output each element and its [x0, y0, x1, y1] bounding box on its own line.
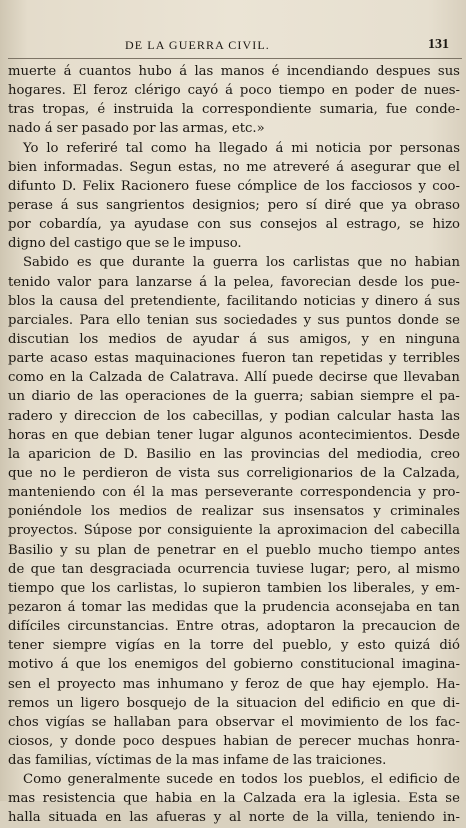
text-line: muerte á cuantos hubo á las manos é incendiando despues sus — [8, 64, 460, 79]
text-line: radero y direccion de los cabecillas, y podian calcular hasta las — [8, 408, 460, 424]
text-line: discutian los medios de ayudar á sus amigos, y en ninguna — [8, 331, 460, 347]
text-line: proyectos. Súpose por consiguiente la aproximacion del cabecilla — [8, 523, 460, 539]
text-line: pezaron á tomar las medidas que la prudencia aconsejaba en tan — [8, 599, 460, 615]
text-line: parte acaso estas maquinaciones fueron tan repetidas y terribles — [8, 351, 460, 367]
text-line: tiempo que los carlistas, lo supieron tambien los liberales, y em- — [8, 580, 460, 596]
text-line: por cobardía, ya ayudase con sus consejos al estrago, se hizo — [8, 217, 460, 233]
page-header — [0, 38, 466, 60]
text-line: de que tan desgraciada ocurrencia tuviese lugar; pero, al mismo — [8, 561, 460, 577]
text-line: halla situada en las afueras y al norte de la villa, teniendo in- — [8, 810, 460, 826]
text-line: perase á sus sangrientos designios; pero sí diré que ya obraso — [8, 197, 460, 213]
text-line: das familias, víctimas de la mas infame de las traiciones. — [8, 753, 387, 769]
text-line: mas resistencia que habia en la Calzada era la iglesia. Esta se — [8, 791, 460, 807]
text-line: nado á ser pasado por las armas, etc.» — [8, 121, 265, 137]
text-line: manteniendo con él la mas perseverante correspondencia y pro- — [8, 485, 460, 501]
text-line: poniéndole los medios de realizar sus insensatos y criminales — [8, 504, 460, 520]
text-line: Basilio y su plan de penetrar en el pueblo mucho tiempo antes — [8, 542, 460, 558]
text-line: tener siempre vigías en la torre del pueblo, y esto quizá dió — [8, 638, 460, 654]
body-text — [8, 62, 460, 828]
text-line: bien informadas. Segun estas, no me atreveré á asegurar que el — [8, 159, 460, 175]
text-line: remos un ligero bosquejo de la situacion del edificio en que di- — [8, 695, 460, 711]
text-line: la aparicion de D. Basilio en las provincias del mediodia, creo — [8, 446, 460, 462]
text-line: hogares. El feroz clérigo cayó á poco tiempo en poder de nues- — [8, 83, 460, 99]
text-line: digno del castigo que se le impuso. — [8, 236, 242, 252]
text-line: motivo á que los enemigos del gobierno constitucional imagina- — [8, 657, 460, 673]
text-line: tenido valor para lanzarse á la pelea, favorecian desde los pue- — [8, 274, 460, 290]
text-line: un diario de las operaciones de la guerra; sabian siempre el pa- — [8, 389, 460, 405]
text-line: Yo lo referiré tal como ha llegado á mi noticia por personas — [23, 140, 460, 156]
text-line: Como generalmente sucede en todos los pueblos, el edificio de — [23, 772, 460, 788]
page-number: 131 — [428, 37, 449, 52]
text-line: sen el proyecto mas inhumano y feroz de que hay ejemplo. Ha- — [8, 676, 460, 692]
text-line: horas en que debian tener lugar algunos acontecimientos. Desde — [8, 427, 460, 443]
text-line: ciosos, y donde poco despues habian de perecer muchas honra- — [8, 733, 460, 749]
text-line: Sabido es que durante la guerra los carlistas que no habian — [23, 255, 460, 271]
text-line: que no le perdieron de vista sus correligionarios de la Calzada, — [8, 465, 460, 481]
text-line: parciales. Para ello tenian sus sociedades y sus puntos donde se — [8, 312, 460, 328]
running-title: DE LA GUERRA CIVIL. — [125, 38, 270, 52]
text-line: difunto D. Felix Racionero fuese cómplice de los facciosos y coo- — [8, 178, 460, 194]
text-line: como en la Calzada de Calatrava. Allí puede decirse que llevaban — [8, 370, 460, 386]
text-line: chos vigías se hallaban para observar el movimiento de los fac- — [8, 714, 460, 730]
text-line: blos la causa del pretendiente, facilitando noticias y dinero á sus — [8, 293, 460, 309]
text-line: difíciles circunstancias. Entre otras, adoptaron la precaucion de — [8, 619, 460, 635]
text-line: tras tropas, é instruida la correspondiente sumaria, fue conde- — [8, 102, 460, 118]
header-rule — [8, 58, 462, 59]
